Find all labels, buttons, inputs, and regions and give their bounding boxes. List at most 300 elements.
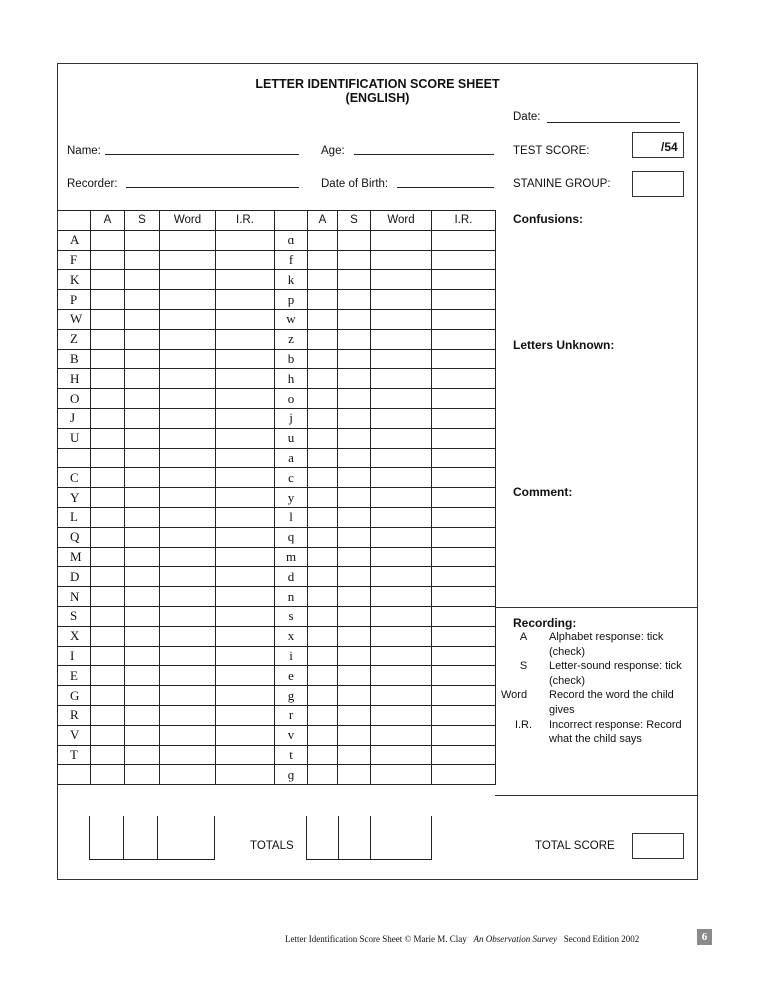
response-cell[interactable] <box>308 666 338 686</box>
response-cell[interactable] <box>432 290 496 310</box>
response-cell[interactable] <box>125 468 160 488</box>
response-cell[interactable] <box>125 389 160 409</box>
response-cell[interactable] <box>160 666 216 686</box>
response-cell[interactable] <box>338 547 371 567</box>
response-cell[interactable] <box>432 309 496 329</box>
response-cell[interactable] <box>216 686 275 706</box>
response-cell[interactable] <box>371 527 432 547</box>
response-cell[interactable] <box>338 606 371 626</box>
response-cell[interactable] <box>160 349 216 369</box>
header-ir-left: I.R. <box>216 211 275 231</box>
response-cell[interactable] <box>91 567 125 587</box>
response-cell[interactable] <box>371 626 432 646</box>
response-cell[interactable] <box>308 765 338 785</box>
response-cell[interactable] <box>160 250 216 270</box>
response-cell[interactable] <box>125 527 160 547</box>
response-cell[interactable] <box>432 666 496 686</box>
table-row <box>58 488 496 508</box>
response-cell[interactable] <box>216 309 275 329</box>
response-cell[interactable] <box>216 448 275 468</box>
response-cell[interactable] <box>432 270 496 290</box>
response-cell[interactable] <box>125 230 160 250</box>
letter-lowercase: e <box>275 666 308 686</box>
response-cell[interactable] <box>432 686 496 706</box>
table-row <box>58 745 496 765</box>
response-cell[interactable] <box>308 250 338 270</box>
response-cell[interactable] <box>432 448 496 468</box>
letter-lowercase: h <box>275 369 308 389</box>
response-cell[interactable] <box>308 309 338 329</box>
response-cell[interactable] <box>308 646 338 666</box>
response-cell[interactable] <box>308 686 338 706</box>
response-cell[interactable] <box>432 587 496 607</box>
letter-uppercase: J <box>58 408 91 428</box>
response-cell[interactable] <box>160 527 216 547</box>
response-cell[interactable] <box>432 329 496 349</box>
letter-lowercase: ɡ <box>275 765 308 785</box>
response-cell[interactable] <box>125 428 160 448</box>
letter-uppercase: U <box>58 428 91 448</box>
response-cell[interactable] <box>91 646 125 666</box>
response-cell[interactable] <box>216 527 275 547</box>
response-cell[interactable] <box>125 587 160 607</box>
response-cell[interactable] <box>308 329 338 349</box>
response-cell[interactable] <box>308 626 338 646</box>
header-a-right: A <box>308 211 338 231</box>
response-cell[interactable] <box>125 626 160 646</box>
response-cell[interactable] <box>432 369 496 389</box>
legend-key: Word <box>501 689 528 702</box>
response-cell[interactable] <box>338 369 371 389</box>
response-cell[interactable] <box>216 547 275 567</box>
legend-item <box>498 718 689 747</box>
response-cell[interactable] <box>91 587 125 607</box>
response-cell[interactable] <box>432 646 496 666</box>
footer-text: Letter Identification Score Sheet © Marie M. Clay <box>285 934 467 944</box>
response-cell[interactable] <box>91 389 125 409</box>
response-cell[interactable] <box>160 270 216 290</box>
response-cell[interactable] <box>371 547 432 567</box>
response-cell[interactable] <box>371 369 432 389</box>
footer-credit <box>285 934 639 944</box>
divider-recording <box>495 607 698 608</box>
response-cell[interactable] <box>91 448 125 468</box>
response-cell[interactable] <box>308 270 338 290</box>
response-cell[interactable] <box>91 468 125 488</box>
response-cell[interactable] <box>432 626 496 646</box>
response-cell[interactable] <box>371 567 432 587</box>
response-cell[interactable] <box>308 428 338 448</box>
response-cell[interactable] <box>338 448 371 468</box>
response-cell[interactable] <box>371 765 432 785</box>
response-cell[interactable] <box>432 705 496 725</box>
response-cell[interactable] <box>160 765 216 785</box>
response-cell[interactable] <box>125 567 160 587</box>
response-cell[interactable] <box>91 686 125 706</box>
response-cell[interactable] <box>371 686 432 706</box>
response-cell[interactable] <box>125 448 160 468</box>
table-row <box>58 606 496 626</box>
response-cell[interactable] <box>308 448 338 468</box>
response-cell[interactable] <box>125 290 160 310</box>
letter-lowercase: l <box>275 507 308 527</box>
recorder-field[interactable] <box>126 187 299 188</box>
response-cell[interactable] <box>125 369 160 389</box>
letter-uppercase: W <box>58 309 91 329</box>
dob-field[interactable] <box>397 187 494 188</box>
letter-uppercase: L <box>58 507 91 527</box>
letter-lowercase: z <box>275 329 308 349</box>
response-cell[interactable] <box>338 290 371 310</box>
page-number: 6 <box>697 929 712 945</box>
response-cell[interactable] <box>216 290 275 310</box>
response-cell[interactable] <box>432 428 496 448</box>
response-cell[interactable] <box>216 745 275 765</box>
letter-lowercase: w <box>275 309 308 329</box>
response-cell[interactable] <box>160 606 216 626</box>
response-cell[interactable] <box>91 230 125 250</box>
response-cell[interactable] <box>125 309 160 329</box>
response-cell[interactable] <box>338 329 371 349</box>
response-cell[interactable] <box>308 567 338 587</box>
response-cell[interactable] <box>125 606 160 626</box>
comment-heading: Comment: <box>513 485 573 499</box>
response-cell[interactable] <box>216 349 275 369</box>
letter-uppercase: X <box>58 626 91 646</box>
response-cell[interactable] <box>91 270 125 290</box>
response-cell[interactable] <box>91 765 125 785</box>
response-cell[interactable] <box>160 369 216 389</box>
response-cell[interactable] <box>160 705 216 725</box>
letter-lowercase: o <box>275 389 308 409</box>
response-cell[interactable] <box>432 606 496 626</box>
response-cell[interactable] <box>338 349 371 369</box>
response-cell[interactable] <box>160 389 216 409</box>
response-cell[interactable] <box>125 270 160 290</box>
header-s-left: S <box>125 211 160 231</box>
response-cell[interactable] <box>338 666 371 686</box>
confusions-heading: Confusions: <box>513 212 583 226</box>
response-cell[interactable] <box>125 250 160 270</box>
letter-lowercase: q <box>275 527 308 547</box>
response-cell[interactable] <box>91 250 125 270</box>
response-cell[interactable] <box>432 527 496 547</box>
response-cell[interactable] <box>160 626 216 646</box>
response-cell[interactable] <box>371 329 432 349</box>
table-row <box>58 646 496 666</box>
response-cell[interactable] <box>338 765 371 785</box>
response-cell[interactable] <box>338 428 371 448</box>
response-cell[interactable] <box>308 547 338 567</box>
response-cell[interactable] <box>125 725 160 745</box>
response-cell[interactable] <box>216 646 275 666</box>
letter-uppercase: V <box>58 725 91 745</box>
response-cell[interactable] <box>371 666 432 686</box>
letter-uppercase: K <box>58 270 91 290</box>
response-cell[interactable] <box>91 408 125 428</box>
response-cell[interactable] <box>371 725 432 745</box>
response-cell[interactable] <box>125 666 160 686</box>
response-cell[interactable] <box>338 527 371 547</box>
response-cell[interactable] <box>216 369 275 389</box>
response-cell[interactable] <box>338 468 371 488</box>
response-cell[interactable] <box>371 507 432 527</box>
response-cell[interactable] <box>432 547 496 567</box>
letter-lowercase: d <box>275 567 308 587</box>
date-field[interactable] <box>547 122 680 123</box>
response-cell[interactable] <box>371 646 432 666</box>
response-cell[interactable] <box>125 745 160 765</box>
response-cell[interactable] <box>160 428 216 448</box>
response-cell[interactable] <box>308 488 338 508</box>
response-cell[interactable] <box>338 270 371 290</box>
response-cell[interactable] <box>160 290 216 310</box>
response-cell[interactable] <box>432 408 496 428</box>
totals-label: TOTALS <box>250 840 294 852</box>
response-cell[interactable] <box>91 745 125 765</box>
response-cell[interactable] <box>371 408 432 428</box>
response-cell[interactable] <box>216 329 275 349</box>
response-cell[interactable] <box>125 488 160 508</box>
response-cell[interactable] <box>91 547 125 567</box>
response-cell[interactable] <box>160 507 216 527</box>
response-cell[interactable] <box>338 408 371 428</box>
response-cell[interactable] <box>308 705 338 725</box>
stanine-box[interactable] <box>632 171 684 197</box>
letter-uppercase: T <box>58 745 91 765</box>
response-cell[interactable] <box>160 408 216 428</box>
response-cell[interactable] <box>216 270 275 290</box>
response-cell[interactable] <box>125 646 160 666</box>
response-cell[interactable] <box>338 488 371 508</box>
response-cell[interactable] <box>308 745 338 765</box>
name-field[interactable] <box>105 154 299 155</box>
table-row <box>58 686 496 706</box>
letter-lowercase: m <box>275 547 308 567</box>
response-cell[interactable] <box>338 230 371 250</box>
footer-edition: Second Edition 2002 <box>563 934 640 944</box>
response-cell[interactable] <box>432 765 496 785</box>
table-row <box>58 369 496 389</box>
response-cell[interactable] <box>216 765 275 785</box>
response-cell[interactable] <box>91 349 125 369</box>
response-cell[interactable] <box>371 270 432 290</box>
response-cell[interactable] <box>338 646 371 666</box>
response-cell[interactable] <box>125 507 160 527</box>
response-cell[interactable] <box>338 309 371 329</box>
response-cell[interactable] <box>125 408 160 428</box>
response-cell[interactable] <box>308 408 338 428</box>
response-cell[interactable] <box>160 329 216 349</box>
response-cell[interactable] <box>91 725 125 745</box>
response-cell[interactable] <box>308 369 338 389</box>
response-cell[interactable] <box>371 448 432 468</box>
response-cell[interactable] <box>371 389 432 409</box>
response-cell[interactable] <box>160 448 216 468</box>
response-cell[interactable] <box>160 468 216 488</box>
legend-key: A <box>519 631 528 643</box>
response-cell[interactable] <box>432 507 496 527</box>
response-cell[interactable] <box>91 507 125 527</box>
response-cell[interactable] <box>371 250 432 270</box>
sheet-title: LETTER IDENTIFICATION SCORE SHEET <box>255 77 500 91</box>
response-cell[interactable] <box>338 626 371 646</box>
response-cell[interactable] <box>216 666 275 686</box>
response-cell[interactable] <box>91 369 125 389</box>
response-cell[interactable] <box>216 488 275 508</box>
response-cell[interactable] <box>308 606 338 626</box>
response-cell[interactable] <box>125 686 160 706</box>
response-cell[interactable] <box>338 567 371 587</box>
response-cell[interactable] <box>216 389 275 409</box>
response-cell[interactable] <box>371 587 432 607</box>
response-cell[interactable] <box>216 230 275 250</box>
recorder-label: Recorder: <box>67 178 118 190</box>
response-cell[interactable] <box>308 725 338 745</box>
response-cell[interactable] <box>216 705 275 725</box>
response-cell[interactable] <box>338 507 371 527</box>
response-cell[interactable] <box>338 705 371 725</box>
response-cell[interactable] <box>308 468 338 488</box>
response-cell[interactable] <box>216 428 275 448</box>
response-cell[interactable] <box>308 507 338 527</box>
table-row <box>58 507 496 527</box>
response-cell[interactable] <box>160 230 216 250</box>
response-cell[interactable] <box>160 686 216 706</box>
response-cell[interactable] <box>371 705 432 725</box>
response-cell[interactable] <box>91 488 125 508</box>
response-cell[interactable] <box>160 309 216 329</box>
letter-lowercase: g <box>275 686 308 706</box>
letter-uppercase: C <box>58 468 91 488</box>
response-cell[interactable] <box>216 468 275 488</box>
response-cell[interactable] <box>308 527 338 547</box>
response-cell[interactable] <box>338 587 371 607</box>
response-cell[interactable] <box>160 745 216 765</box>
response-cell[interactable] <box>308 290 338 310</box>
response-cell[interactable] <box>91 626 125 646</box>
response-cell[interactable] <box>432 349 496 369</box>
letter-uppercase: I <box>58 646 91 666</box>
response-cell[interactable] <box>371 230 432 250</box>
response-cell[interactable] <box>125 705 160 725</box>
table-row <box>58 250 496 270</box>
response-cell[interactable] <box>371 745 432 765</box>
response-cell[interactable] <box>216 626 275 646</box>
table-row <box>58 408 496 428</box>
response-cell[interactable] <box>338 686 371 706</box>
response-cell[interactable] <box>91 666 125 686</box>
response-cell[interactable] <box>216 250 275 270</box>
response-cell[interactable] <box>432 567 496 587</box>
letter-uppercase: Z <box>58 329 91 349</box>
response-cell[interactable] <box>160 567 216 587</box>
response-cell[interactable] <box>91 606 125 626</box>
response-cell[interactable] <box>371 309 432 329</box>
response-cell[interactable] <box>371 428 432 448</box>
letter-uppercase: B <box>58 349 91 369</box>
response-cell[interactable] <box>338 725 371 745</box>
header-word-left: Word <box>160 211 216 231</box>
response-cell[interactable] <box>160 725 216 745</box>
response-cell[interactable] <box>371 488 432 508</box>
response-cell[interactable] <box>216 725 275 745</box>
response-cell[interactable] <box>432 468 496 488</box>
table-row <box>58 309 496 329</box>
response-cell[interactable] <box>371 290 432 310</box>
response-cell[interactable] <box>432 230 496 250</box>
header-blank-right <box>275 211 308 231</box>
response-cell[interactable] <box>216 507 275 527</box>
response-cell[interactable] <box>125 329 160 349</box>
header-word-right: Word <box>371 211 432 231</box>
table-row <box>58 290 496 310</box>
response-cell[interactable] <box>125 765 160 785</box>
response-cell[interactable] <box>308 349 338 369</box>
response-cell[interactable] <box>216 567 275 587</box>
response-cell[interactable] <box>308 587 338 607</box>
letter-lowercase: y <box>275 488 308 508</box>
letter-uppercase: N <box>58 587 91 607</box>
footer-book: An Observation Survey <box>473 934 558 944</box>
response-cell[interactable] <box>125 547 160 567</box>
total-score-box[interactable] <box>632 833 684 859</box>
table-row <box>58 468 496 488</box>
table-row <box>58 329 496 349</box>
response-cell[interactable] <box>216 408 275 428</box>
response-cell[interactable] <box>216 606 275 626</box>
response-cell[interactable] <box>160 547 216 567</box>
response-cell[interactable] <box>160 646 216 666</box>
response-cell[interactable] <box>432 250 496 270</box>
stanine-label: STANINE GROUP: <box>513 178 611 190</box>
response-cell[interactable] <box>371 606 432 626</box>
letter-uppercase: S <box>58 606 91 626</box>
legend-key: I.R. <box>514 718 533 731</box>
response-cell[interactable] <box>91 705 125 725</box>
total-score-label: TOTAL SCORE <box>535 840 615 852</box>
letter-uppercase: P <box>58 290 91 310</box>
response-cell[interactable] <box>371 468 432 488</box>
age-field[interactable] <box>354 154 494 155</box>
response-cell[interactable] <box>432 725 496 745</box>
response-cell[interactable] <box>91 527 125 547</box>
response-cell[interactable] <box>216 587 275 607</box>
response-cell[interactable] <box>91 428 125 448</box>
response-cell[interactable] <box>91 290 125 310</box>
response-cell[interactable] <box>91 329 125 349</box>
table-row <box>58 626 496 646</box>
response-cell[interactable] <box>371 349 432 369</box>
sheet-subtitle: (ENGLISH) <box>345 91 410 105</box>
table-row <box>58 230 496 250</box>
response-cell[interactable] <box>160 488 216 508</box>
response-cell[interactable] <box>160 587 216 607</box>
response-cell[interactable] <box>338 389 371 409</box>
response-cell[interactable] <box>338 745 371 765</box>
response-cell[interactable] <box>308 389 338 409</box>
table-row <box>58 349 496 369</box>
response-cell[interactable] <box>432 488 496 508</box>
letter-uppercase: G <box>58 686 91 706</box>
response-cell[interactable] <box>432 389 496 409</box>
response-cell[interactable] <box>91 309 125 329</box>
response-cell[interactable] <box>432 745 496 765</box>
response-cell[interactable] <box>125 349 160 369</box>
header-blank-left <box>58 211 91 231</box>
response-cell[interactable] <box>308 230 338 250</box>
response-cell[interactable] <box>338 250 371 270</box>
